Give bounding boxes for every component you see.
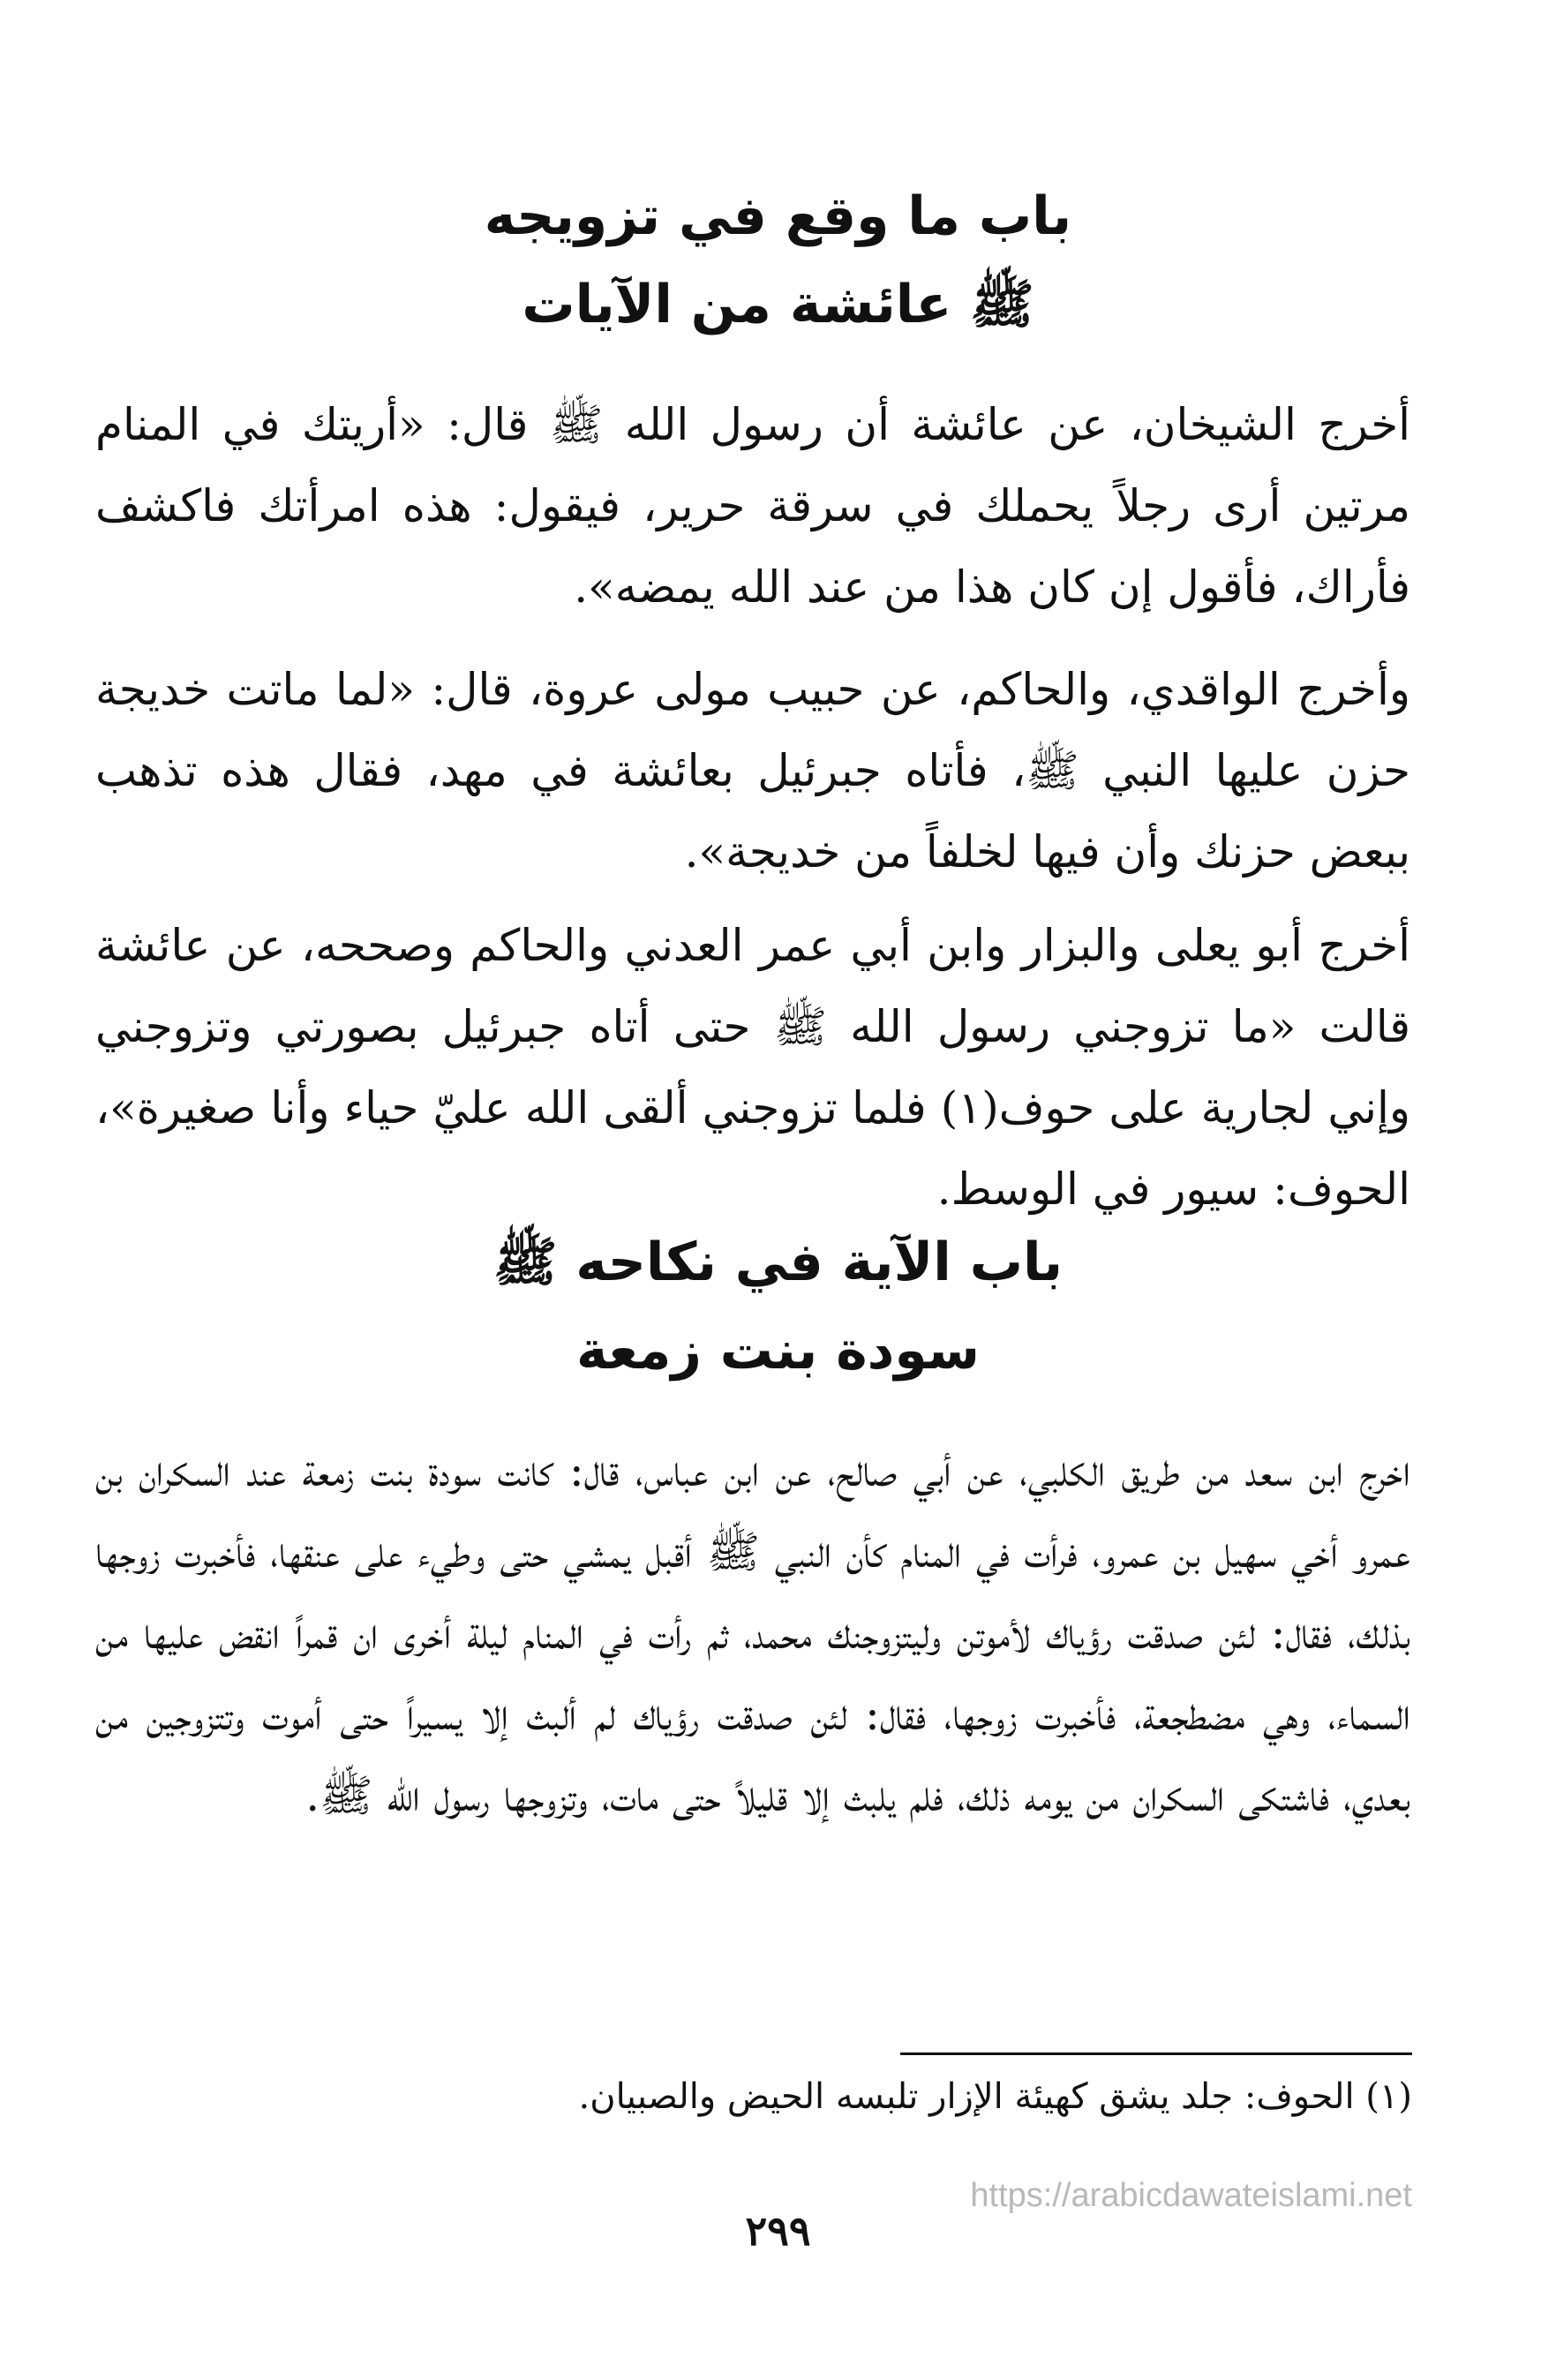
watermark-url: https://arabicdawateislami.net	[970, 2177, 1412, 2214]
section-2-title-line-2: سودة بنت زمعة	[575, 1320, 981, 1382]
page-number: ٢٩٩	[745, 2207, 811, 2255]
paragraph-text: أخرج أبو يعلى والبزار وابن أبي عمر العدني والحاكم وصححه، عن عائشة قالت «ما تزوجني رسول الله ﷺ حتى أتاه جبرئيل بصورتي وتزوجني وإني لجارية على حوف(١) فلما تزوجني ألقى الله عليّ حياء وأنا صغيرة»، الحوف: سيور في الوسط.	[95, 920, 1410, 1215]
section-1-paragraph-1	[95, 384, 1410, 628]
paragraph-text: اخرج ابن سعد من طريق الكلبي، عن أبي صالح، عن ابن عباس، قال: كانت سودة بنت زمعة عند السكران بن عمرو أخي سهيل بن عمرو، فرأت في المنام كأن النبي ﷺ أقبل يمشي حتى وطيء على عنقها، فأخبرت زوجها بذلك، فقال: لئن صدقت رؤياك لأموتن وليتزوجنك محمد، ثم رأت في المنام ليلة أخرى ان قمراً انقض عليها من السماء، وهي مضطجعة، فأخبرت زوجها، فقال: لئن صدقت رؤياك لم ألبث إلا يسيراً حتى أموت وتتزوجين من بعدي، فاشتكى السكران من يومه ذلك، فلم يلبث إلا قليلاً حتى مات، وتزوجها رسول الله ﷺ.	[95, 1445, 1410, 1821]
section-2-title-line-1: باب الآية في نكاحه ﷺ	[492, 1231, 1064, 1293]
section-1-paragraph-3	[95, 905, 1410, 1230]
section-2-paragraph-1	[95, 1430, 1410, 1836]
footnote: (١) الحوف: جلد يشق كهيئة الإزار تلبسه الحيض والصبيان.	[578, 2076, 1412, 2117]
footnote-divider	[900, 2052, 1412, 2055]
section-1-paragraph-2	[95, 649, 1410, 892]
paragraph-text: أخرج الشيخان، عن عائشة أن رسول الله ﷺ قال: «أريتك في المنام مرتين أرى رجلاً يحملك في سرقة حرير، فيقول: هذه امرأتك فاكشف فأراك، فأقول إن كان هذا من عند الله يمضه».	[95, 399, 1410, 613]
section-1-title-line-1: باب ما وقع في تزويجه	[484, 185, 1072, 247]
paragraph-text: وأخرج الواقدي، والحاكم، عن حبيب مولى عروة، قال: «لما ماتت خديجة حزن عليها النبي ﷺ، فأتاه جبرئيل بعائشة في مهد، فقال هذه تذهب ببعض حزنك وأن فيها لخلفاً من خديجة».	[95, 664, 1410, 877]
section-1-title-line-2: ﷺ عائشة من الآيات	[522, 274, 1034, 335]
